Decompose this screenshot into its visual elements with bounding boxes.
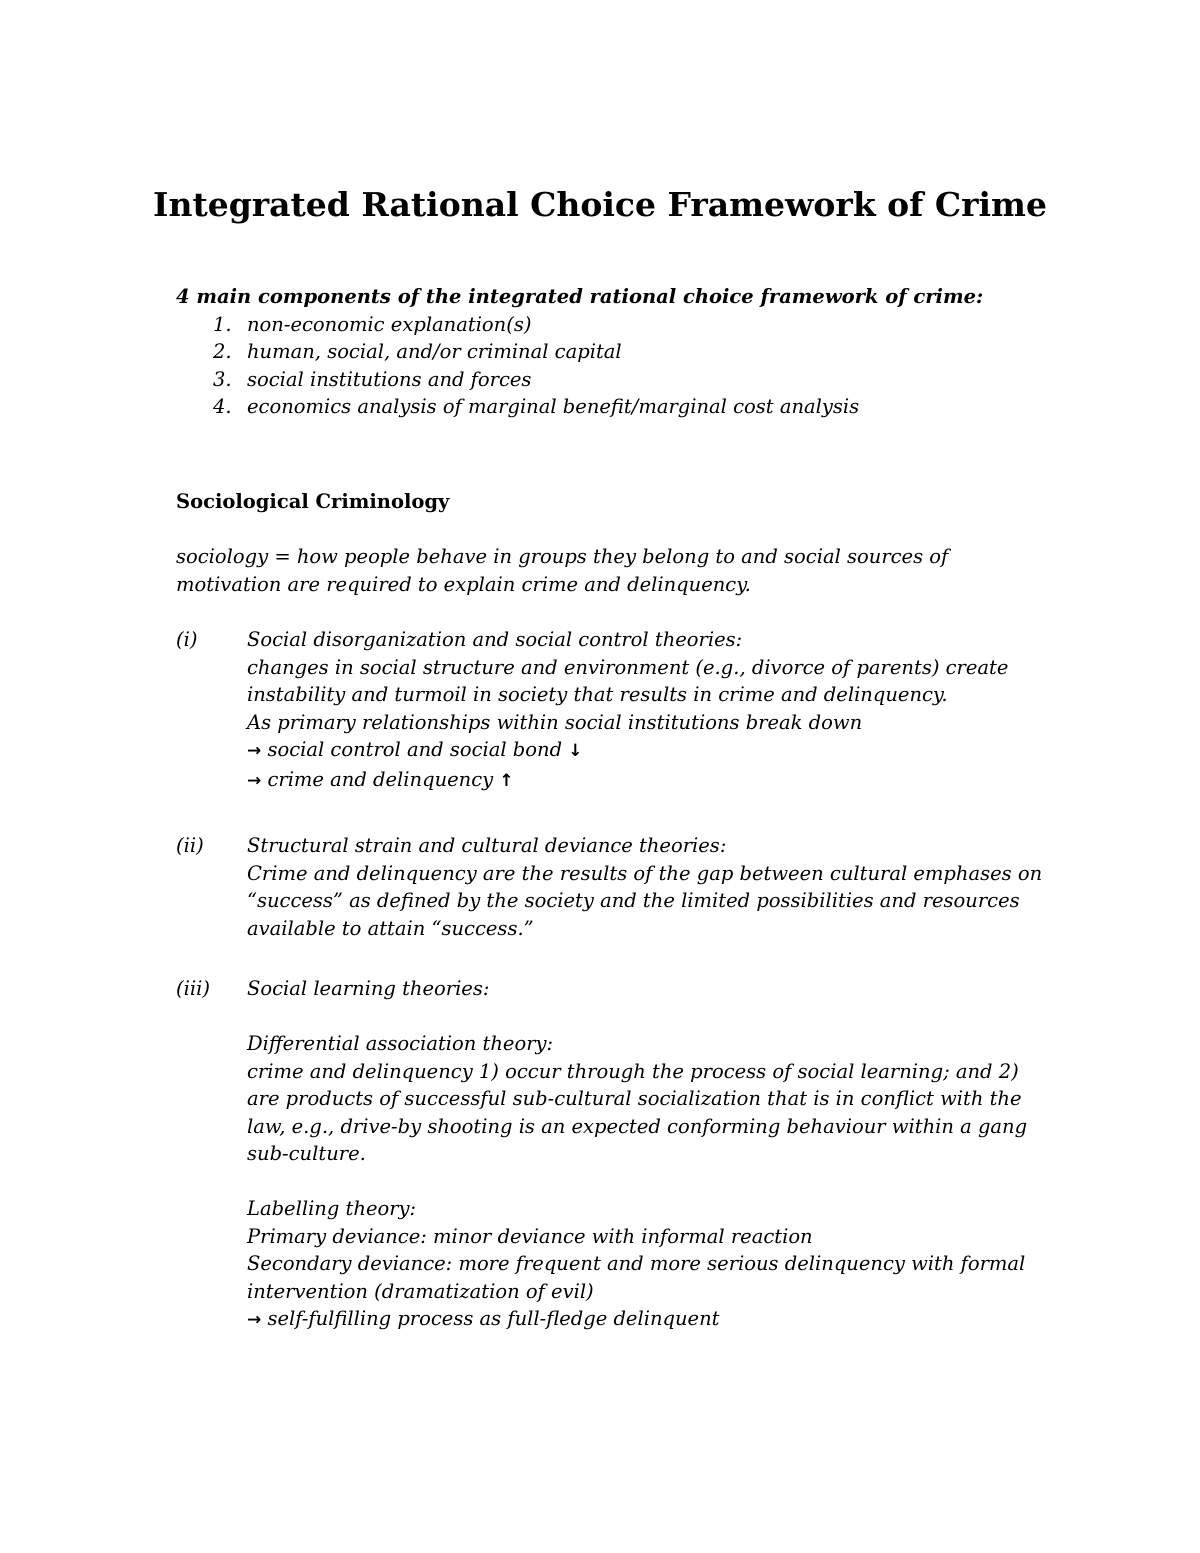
down-arrow-icon: ↓ (568, 741, 583, 761)
theory-social-disorganization (176, 626, 1056, 795)
list-item (176, 311, 1076, 339)
theory-label: (iii) (176, 977, 210, 1000)
theory-line: changes in social structure and environment (e.g., divorce of parents) create (247, 655, 1009, 679)
components-block (176, 283, 1076, 421)
theory-heading: Social disorganization and social control theories: (247, 628, 743, 651)
theory-heading: Structural strain and cultural deviance theories: (247, 834, 727, 857)
subsection-line: crime and delinquency 1) occur through the process of social learning; and 2) (247, 1059, 1019, 1083)
theory-line: As primary relationships within social institutions break down (247, 710, 863, 734)
section-heading: Sociological Criminology (176, 490, 450, 513)
list-item-text: human, social, and/or criminal capital (247, 340, 622, 363)
list-item (176, 338, 1076, 366)
components-lead: 4 main components of the integrated rational choice framework of crime: (176, 285, 984, 308)
spacer (247, 1003, 1056, 1031)
theory-social-learning (176, 975, 1056, 1335)
subsection-line: law, e.g., drive-by shooting is an expected conforming behaviour within a gang (247, 1114, 1028, 1138)
subsection-heading: Differential association theory: (247, 1032, 554, 1055)
list-item (176, 366, 1076, 394)
document-title: Integrated Rational Choice Framework of Crime (153, 185, 1047, 224)
right-arrow-icon: → (247, 741, 262, 761)
arrow-line-text: crime and delinquency (267, 767, 494, 791)
sociology-definition (176, 543, 1036, 598)
theory-line: “success” as defined by the society and the limited possibilities and resources (247, 889, 1020, 912)
theory-body (247, 975, 1056, 1335)
list-item-text: economics analysis of marginal benefit/marginal cost analysis (247, 395, 860, 418)
definition-line: motivation are required to explain crime and delinquency. (176, 572, 751, 596)
arrow-line-text: social control and social bond (267, 738, 563, 761)
theory-label: (ii) (176, 834, 204, 857)
subsection-line: Secondary deviance: more frequent and more serious delinquency with formal (247, 1252, 1026, 1275)
components-list (176, 311, 1076, 421)
arrow-line (247, 1305, 1056, 1335)
theory-line: Crime and delinquency are the results of the gap between cultural emphases on (247, 861, 1043, 885)
theory-label: (i) (176, 628, 198, 651)
subsection-line: are products of successful sub-cultural socialization that is in conflict with the (247, 1087, 1022, 1110)
list-item-number: 2. (213, 340, 232, 363)
theory-heading: Social learning theories: (247, 977, 490, 1000)
subsection-labelling-theory (247, 1195, 1056, 1335)
subsection-line: Primary deviance: minor deviance with informal reaction (247, 1224, 813, 1248)
subsection-heading: Labelling theory: (247, 1197, 417, 1220)
list-item (176, 393, 1076, 421)
theory-body (247, 832, 1056, 942)
arrow-line-text: self-fulfilling process as full-fledge delinquent (267, 1307, 720, 1330)
list-item-text: non-economic explanation(s) (247, 312, 532, 336)
theory-line: available to attain “success.” (247, 916, 534, 940)
arrow-line (247, 736, 1056, 766)
subsection-line: intervention (dramatization of evil) (247, 1279, 594, 1303)
theory-body (247, 626, 1056, 795)
list-item-number: 4. (213, 395, 232, 418)
list-item-number: 3. (213, 367, 232, 391)
arrow-line (247, 766, 1056, 796)
right-arrow-icon: → (247, 1310, 262, 1330)
subsection-differential-association (247, 1030, 1056, 1168)
definition-line: sociology = how people behave in groups they belong to and social sources of (176, 545, 949, 568)
theory-structural-strain (176, 832, 1056, 942)
theory-line: instability and turmoil in society that results in crime and delinquency. (247, 683, 948, 706)
list-item-text: social institutions and forces (247, 367, 532, 391)
spacer (247, 1168, 1056, 1196)
up-arrow-icon: ↑ (499, 770, 514, 791)
right-arrow-icon: → (247, 770, 262, 791)
subsection-line: sub-culture. (247, 1142, 366, 1165)
list-item-number: 1. (213, 312, 232, 336)
